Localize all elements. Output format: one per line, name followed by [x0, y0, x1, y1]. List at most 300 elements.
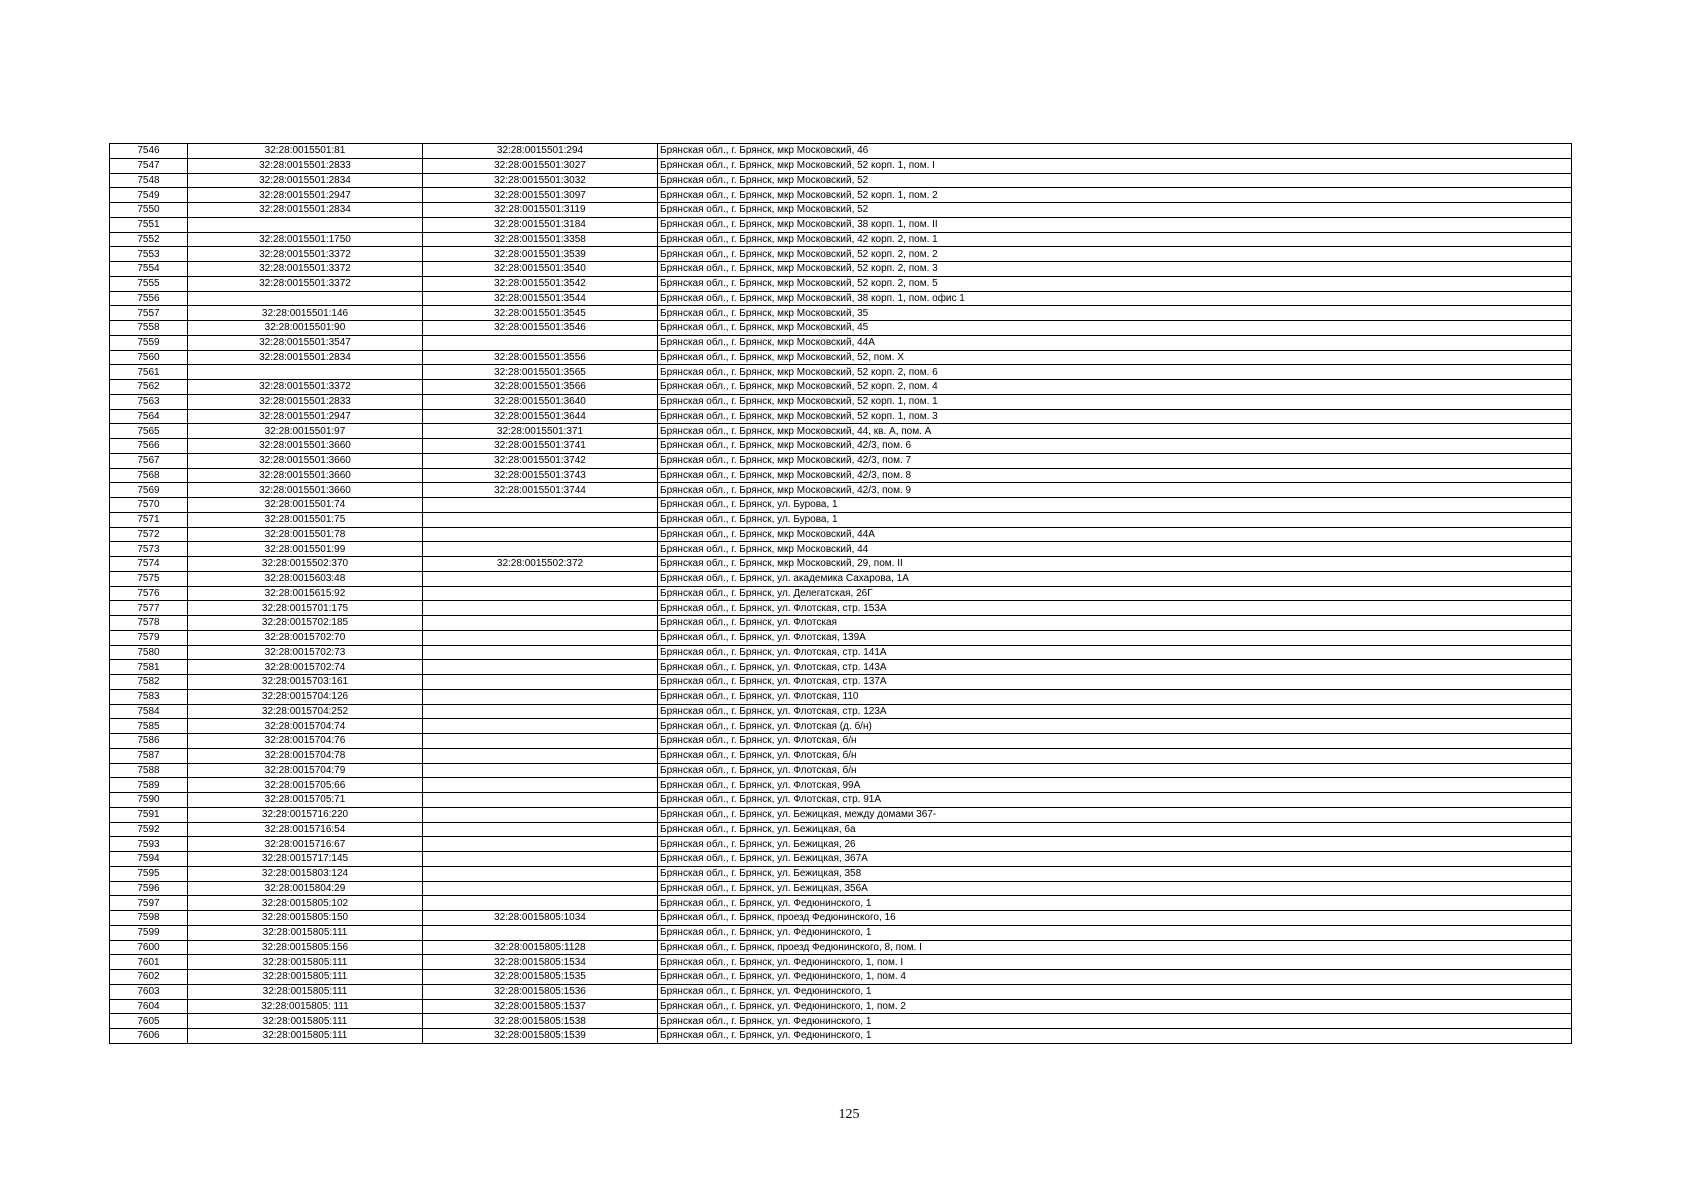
address-cell: Брянская обл., г. Брянск, мкр Московский, 44А	[658, 335, 1572, 350]
address-cell: Брянская обл., г. Брянск, ул. Флотская, 99А	[658, 778, 1572, 793]
table-row	[110, 276, 1572, 291]
table-row	[110, 630, 1572, 645]
table-row	[110, 689, 1572, 704]
address-cell: Брянская обл., г. Брянск, проезд Федюнинского, 16	[658, 911, 1572, 926]
table-row	[110, 807, 1572, 822]
address-cell: Брянская обл., г. Брянск, ул. Флотская, б/н	[658, 748, 1572, 763]
address-cell: Брянская обл., г. Брянск, ул. Федюнинского, 1	[658, 925, 1572, 940]
address-cell: Брянская обл., г. Брянск, ул. Бежицкая, 6а	[658, 822, 1572, 837]
land-parcel-number-cell: 32:28:0015805:111	[188, 955, 423, 970]
address-cell: Брянская обл., г. Брянск, мкр Московский, 52 корп. 2, пом. 4	[658, 380, 1572, 395]
row-number-cell: 7592	[110, 822, 188, 837]
object-number-cell	[423, 630, 658, 645]
object-number-cell	[423, 542, 658, 557]
row-number-cell: 7606	[110, 1029, 188, 1044]
address-cell: Брянская обл., г. Брянск, ул. Федюнинского, 1	[658, 984, 1572, 999]
row-number-cell: 7599	[110, 925, 188, 940]
address-cell: Брянская обл., г. Брянск, мкр Московский, 52 корп. 1, пом. 2	[658, 188, 1572, 203]
table-row	[110, 217, 1572, 232]
land-parcel-number-cell: 32:28:0015501:1750	[188, 232, 423, 247]
object-number-cell	[423, 748, 658, 763]
table-row	[110, 852, 1572, 867]
row-number-cell: 7581	[110, 660, 188, 675]
object-number-cell: 32:28:0015501:294	[423, 144, 658, 159]
address-cell: Брянская обл., г. Брянск, ул. Федюнинского, 1, пом. 4	[658, 970, 1572, 985]
table-row	[110, 144, 1572, 159]
row-number-cell: 7571	[110, 512, 188, 527]
address-cell: Брянская обл., г. Брянск, ул. Федюнинского, 1	[658, 1029, 1572, 1044]
table-row	[110, 424, 1572, 439]
row-number-cell: 7602	[110, 970, 188, 985]
object-number-cell	[423, 498, 658, 513]
table-row	[110, 512, 1572, 527]
address-cell: Брянская обл., г. Брянск, мкр Московский, 38 корп. 1, пом. II	[658, 217, 1572, 232]
table-row	[110, 734, 1572, 749]
address-cell: Брянская обл., г. Брянск, ул. Федюнинского, 1, пом. I	[658, 955, 1572, 970]
land-parcel-number-cell: 32:28:0015805:111	[188, 1014, 423, 1029]
address-cell: Брянская обл., г. Брянск, ул. Флотская, 139А	[658, 630, 1572, 645]
registry-table-body	[110, 144, 1572, 1044]
table-row	[110, 232, 1572, 247]
address-cell: Брянская обл., г. Брянск, мкр Московский, 52 корп. 2, пом. 2	[658, 247, 1572, 262]
table-row	[110, 586, 1572, 601]
object-number-cell	[423, 896, 658, 911]
object-number-cell	[423, 645, 658, 660]
object-number-cell	[423, 807, 658, 822]
table-row	[110, 822, 1572, 837]
table-row	[110, 453, 1572, 468]
land-parcel-number-cell: 32:28:0015705:71	[188, 793, 423, 808]
table-row	[110, 866, 1572, 881]
land-parcel-number-cell: 32:28:0015501:3372	[188, 262, 423, 277]
table-row	[110, 940, 1572, 955]
address-cell: Брянская обл., г. Брянск, мкр Московский, 52, пом. X	[658, 350, 1572, 365]
object-number-cell	[423, 866, 658, 881]
table-row	[110, 571, 1572, 586]
land-parcel-number-cell: 32:28:0015702:70	[188, 630, 423, 645]
object-number-cell	[423, 704, 658, 719]
land-parcel-number-cell: 32:28:0015501:3660	[188, 468, 423, 483]
table-row	[110, 394, 1572, 409]
object-number-cell	[423, 778, 658, 793]
land-parcel-number-cell: 32:28:0015702:185	[188, 616, 423, 631]
table-row	[110, 1014, 1572, 1029]
address-cell: Брянская обл., г. Брянск, мкр Московский, 44А	[658, 527, 1572, 542]
address-cell: Брянская обл., г. Брянск, ул. Федюнинского, 1	[658, 896, 1572, 911]
land-parcel-number-cell: 32:28:0015805:156	[188, 940, 423, 955]
object-number-cell	[423, 925, 658, 940]
table-row	[110, 911, 1572, 926]
object-number-cell: 32:28:0015805:1535	[423, 970, 658, 985]
object-number-cell	[423, 335, 658, 350]
table-row	[110, 262, 1572, 277]
land-parcel-number-cell: 32:28:0015501:3372	[188, 247, 423, 262]
land-parcel-number-cell: 32:28:0015501:3547	[188, 335, 423, 350]
table-row	[110, 999, 1572, 1014]
land-parcel-number-cell: 32:28:0015805:111	[188, 1029, 423, 1044]
object-number-cell	[423, 822, 658, 837]
address-cell: Брянская обл., г. Брянск, ул. Бежицкая, 356А	[658, 881, 1572, 896]
address-cell: Брянская обл., г. Брянск, ул. Бежицкая, 367А	[658, 852, 1572, 867]
table-row	[110, 660, 1572, 675]
object-number-cell: 32:28:0015501:371	[423, 424, 658, 439]
object-number-cell: 32:28:0015805:1128	[423, 940, 658, 955]
address-cell: Брянская обл., г. Брянск, ул. Флотская, стр. 153А	[658, 601, 1572, 616]
land-parcel-number-cell: 32:28:0015702:74	[188, 660, 423, 675]
land-parcel-number-cell: 32:28:0015501:3660	[188, 483, 423, 498]
object-number-cell	[423, 660, 658, 675]
address-cell: Брянская обл., г. Брянск, мкр Московский, 45	[658, 321, 1572, 336]
row-number-cell: 7586	[110, 734, 188, 749]
table-row	[110, 984, 1572, 999]
address-cell: Брянская обл., г. Брянск, ул. Флотская, стр. 141А	[658, 645, 1572, 660]
object-number-cell	[423, 616, 658, 631]
table-row	[110, 321, 1572, 336]
land-parcel-number-cell: 32:28:0015501:78	[188, 527, 423, 542]
land-parcel-number-cell: 32:28:0015603:48	[188, 571, 423, 586]
object-number-cell: 32:28:0015501:3545	[423, 306, 658, 321]
table-row	[110, 837, 1572, 852]
row-number-cell: 7582	[110, 675, 188, 690]
land-parcel-number-cell: 32:28:0015716:54	[188, 822, 423, 837]
land-parcel-number-cell: 32:28:0015805:111	[188, 925, 423, 940]
land-parcel-number-cell: 32:28:0015805: 111	[188, 999, 423, 1014]
object-number-cell: 32:28:0015501:3027	[423, 158, 658, 173]
row-number-cell: 7593	[110, 837, 188, 852]
row-number-cell: 7594	[110, 852, 188, 867]
address-cell: Брянская обл., г. Брянск, мкр Московский, 42/3, пом. 9	[658, 483, 1572, 498]
address-cell: Брянская обл., г. Брянск, мкр Московский, 52 корп. 2, пом. 3	[658, 262, 1572, 277]
land-parcel-number-cell: 32:28:0015501:90	[188, 321, 423, 336]
land-parcel-number-cell: 32:28:0015703:161	[188, 675, 423, 690]
table-row	[110, 557, 1572, 572]
object-number-cell	[423, 837, 658, 852]
table-row	[110, 350, 1572, 365]
land-parcel-number-cell: 32:28:0015501:81	[188, 144, 423, 159]
row-number-cell: 7564	[110, 409, 188, 424]
row-number-cell: 7546	[110, 144, 188, 159]
row-number-cell: 7584	[110, 704, 188, 719]
row-number-cell: 7578	[110, 616, 188, 631]
row-number-cell: 7596	[110, 881, 188, 896]
row-number-cell: 7573	[110, 542, 188, 557]
address-cell: Брянская обл., г. Брянск, ул. Флотская, 110	[658, 689, 1572, 704]
row-number-cell: 7572	[110, 527, 188, 542]
row-number-cell: 7548	[110, 173, 188, 188]
table-row	[110, 291, 1572, 306]
row-number-cell: 7558	[110, 321, 188, 336]
land-parcel-number-cell: 32:28:0015501:146	[188, 306, 423, 321]
address-cell: Брянская обл., г. Брянск, мкр Московский, 52 корп. 1, пом. I	[658, 158, 1572, 173]
row-number-cell: 7580	[110, 645, 188, 660]
land-parcel-number-cell: 32:28:0015501:75	[188, 512, 423, 527]
table-row	[110, 763, 1572, 778]
row-number-cell: 7600	[110, 940, 188, 955]
object-number-cell: 32:28:0015501:3184	[423, 217, 658, 232]
land-parcel-number-cell: 32:28:0015704:74	[188, 719, 423, 734]
object-number-cell	[423, 512, 658, 527]
row-number-cell: 7559	[110, 335, 188, 350]
row-number-cell: 7549	[110, 188, 188, 203]
address-cell: Брянская обл., г. Брянск, ул. Флотская, стр. 91А	[658, 793, 1572, 808]
object-number-cell: 32:28:0015501:3741	[423, 439, 658, 454]
land-parcel-number-cell: 32:28:0015501:3372	[188, 276, 423, 291]
address-cell: Брянская обл., г. Брянск, ул. Флотская, стр. 143А	[658, 660, 1572, 675]
table-row	[110, 203, 1572, 218]
address-cell: Брянская обл., г. Брянск, ул. Бежицкая, 26	[658, 837, 1572, 852]
row-number-cell: 7598	[110, 911, 188, 926]
row-number-cell: 7583	[110, 689, 188, 704]
row-number-cell: 7595	[110, 866, 188, 881]
row-number-cell: 7588	[110, 763, 188, 778]
page-number: 125	[838, 1107, 860, 1122]
object-number-cell: 32:28:0015501:3644	[423, 409, 658, 424]
table-row	[110, 704, 1572, 719]
address-cell: Брянская обл., г. Брянск, проезд Федюнинского, 8, пом. I	[658, 940, 1572, 955]
table-row	[110, 955, 1572, 970]
object-number-cell: 32:28:0015501:3743	[423, 468, 658, 483]
object-number-cell: 32:28:0015501:3542	[423, 276, 658, 291]
object-number-cell: 32:28:0015501:3546	[423, 321, 658, 336]
address-cell: Брянская обл., г. Брянск, мкр Московский, 42 корп. 2, пом. 1	[658, 232, 1572, 247]
table-row	[110, 335, 1572, 350]
land-parcel-number-cell: 32:28:0015704:76	[188, 734, 423, 749]
table-row	[110, 1029, 1572, 1044]
table-row	[110, 188, 1572, 203]
object-number-cell: 32:28:0015805:1034	[423, 911, 658, 926]
object-number-cell	[423, 675, 658, 690]
land-parcel-number-cell: 32:28:0015501:99	[188, 542, 423, 557]
object-number-cell	[423, 689, 658, 704]
row-number-cell: 7566	[110, 439, 188, 454]
row-number-cell: 7569	[110, 483, 188, 498]
table-row	[110, 306, 1572, 321]
land-parcel-number-cell: 32:28:0015805:111	[188, 970, 423, 985]
table-row	[110, 409, 1572, 424]
row-number-cell: 7565	[110, 424, 188, 439]
address-cell: Брянская обл., г. Брянск, мкр Московский, 44, кв. А, пом. А	[658, 424, 1572, 439]
land-parcel-number-cell: 32:28:0015501:2947	[188, 188, 423, 203]
address-cell: Брянская обл., г. Брянск, ул. Бежицкая, 358	[658, 866, 1572, 881]
row-number-cell: 7585	[110, 719, 188, 734]
row-number-cell: 7553	[110, 247, 188, 262]
address-cell: Брянская обл., г. Брянск, мкр Московский, 42/3, пом. 7	[658, 453, 1572, 468]
row-number-cell: 7554	[110, 262, 188, 277]
address-cell: Брянская обл., г. Брянск, ул. Флотская, стр. 137А	[658, 675, 1572, 690]
table-row	[110, 247, 1572, 262]
row-number-cell: 7589	[110, 778, 188, 793]
object-number-cell	[423, 763, 658, 778]
address-cell: Брянская обл., г. Брянск, ул. Федюнинского, 1	[658, 1014, 1572, 1029]
row-number-cell: 7579	[110, 630, 188, 645]
row-number-cell: 7575	[110, 571, 188, 586]
row-number-cell: 7550	[110, 203, 188, 218]
registry-table	[109, 143, 1572, 1044]
row-number-cell: 7577	[110, 601, 188, 616]
row-number-cell: 7591	[110, 807, 188, 822]
address-cell: Брянская обл., г. Брянск, мкр Московский, 52	[658, 173, 1572, 188]
land-parcel-number-cell	[188, 291, 423, 306]
row-number-cell: 7563	[110, 394, 188, 409]
row-number-cell: 7597	[110, 896, 188, 911]
row-number-cell: 7562	[110, 380, 188, 395]
object-number-cell: 32:28:0015501:3566	[423, 380, 658, 395]
table-row	[110, 896, 1572, 911]
object-number-cell: 32:28:0015501:3119	[423, 203, 658, 218]
address-cell: Брянская обл., г. Брянск, мкр Московский, 29, пом. II	[658, 557, 1572, 572]
land-parcel-number-cell: 32:28:0015501:2833	[188, 158, 423, 173]
object-number-cell: 32:28:0015501:3539	[423, 247, 658, 262]
table-row	[110, 925, 1572, 940]
object-number-cell: 32:28:0015501:3742	[423, 453, 658, 468]
address-cell: Брянская обл., г. Брянск, ул. Флотская, стр. 123А	[658, 704, 1572, 719]
row-number-cell: 7557	[110, 306, 188, 321]
land-parcel-number-cell: 32:28:0015805:150	[188, 911, 423, 926]
land-parcel-number-cell: 32:28:0015501:97	[188, 424, 423, 439]
address-cell: Брянская обл., г. Брянск, ул. Делегатская, 26Г	[658, 586, 1572, 601]
row-number-cell: 7551	[110, 217, 188, 232]
land-parcel-number-cell: 32:28:0015701:175	[188, 601, 423, 616]
row-number-cell: 7576	[110, 586, 188, 601]
table-row	[110, 616, 1572, 631]
land-parcel-number-cell: 32:28:0015805:111	[188, 984, 423, 999]
land-parcel-number-cell: 32:28:0015803:124	[188, 866, 423, 881]
address-cell: Брянская обл., г. Брянск, ул. Флотская (д. б/н)	[658, 719, 1572, 734]
land-parcel-number-cell: 32:28:0015501:2834	[188, 350, 423, 365]
land-parcel-number-cell: 32:28:0015502:370	[188, 557, 423, 572]
table-row	[110, 439, 1572, 454]
row-number-cell: 7574	[110, 557, 188, 572]
land-parcel-number-cell	[188, 365, 423, 380]
row-number-cell: 7547	[110, 158, 188, 173]
object-number-cell: 32:28:0015805:1534	[423, 955, 658, 970]
land-parcel-number-cell: 32:28:0015704:252	[188, 704, 423, 719]
land-parcel-number-cell: 32:28:0015501:74	[188, 498, 423, 513]
object-number-cell	[423, 586, 658, 601]
object-number-cell	[423, 571, 658, 586]
object-number-cell	[423, 734, 658, 749]
object-number-cell: 32:28:0015805:1539	[423, 1029, 658, 1044]
land-parcel-number-cell: 32:28:0015501:3660	[188, 453, 423, 468]
address-cell: Брянская обл., г. Брянск, ул. академика Сахарова, 1А	[658, 571, 1572, 586]
address-cell: Брянская обл., г. Брянск, ул. Флотская	[658, 616, 1572, 631]
object-number-cell: 32:28:0015501:3358	[423, 232, 658, 247]
row-number-cell: 7603	[110, 984, 188, 999]
row-number-cell: 7561	[110, 365, 188, 380]
address-cell: Брянская обл., г. Брянск, ул. Бежицкая, между домами 367-	[658, 807, 1572, 822]
row-number-cell: 7605	[110, 1014, 188, 1029]
land-parcel-number-cell: 32:28:0015501:2834	[188, 203, 423, 218]
land-parcel-number-cell: 32:28:0015704:79	[188, 763, 423, 778]
object-number-cell: 32:28:0015805:1538	[423, 1014, 658, 1029]
table-row	[110, 970, 1572, 985]
row-number-cell: 7601	[110, 955, 188, 970]
object-number-cell: 32:28:0015501:3565	[423, 365, 658, 380]
table-row	[110, 527, 1572, 542]
table-row	[110, 173, 1572, 188]
address-cell: Брянская обл., г. Брянск, мкр Московский, 52 корп. 1, пом. 3	[658, 409, 1572, 424]
address-cell: Брянская обл., г. Брянск, ул. Флотская, б/н	[658, 734, 1572, 749]
table-row	[110, 601, 1572, 616]
object-number-cell: 32:28:0015501:3097	[423, 188, 658, 203]
row-number-cell: 7590	[110, 793, 188, 808]
table-row	[110, 645, 1572, 660]
land-parcel-number-cell: 32:28:0015501:2947	[188, 409, 423, 424]
object-number-cell: 32:28:0015502:372	[423, 557, 658, 572]
land-parcel-number-cell: 32:28:0015705:66	[188, 778, 423, 793]
land-parcel-number-cell: 32:28:0015716:220	[188, 807, 423, 822]
address-cell: Брянская обл., г. Брянск, мкр Московский, 52	[658, 203, 1572, 218]
table-row	[110, 542, 1572, 557]
table-row	[110, 778, 1572, 793]
address-cell: Брянская обл., г. Брянск, мкр Московский, 46	[658, 144, 1572, 159]
land-parcel-number-cell: 32:28:0015716:67	[188, 837, 423, 852]
table-row	[110, 158, 1572, 173]
table-row	[110, 719, 1572, 734]
land-parcel-number-cell: 32:28:0015805:102	[188, 896, 423, 911]
object-number-cell: 32:28:0015501:3544	[423, 291, 658, 306]
address-cell: Брянская обл., г. Брянск, мкр Московский, 52 корп. 2, пом. 6	[658, 365, 1572, 380]
land-parcel-number-cell: 32:28:0015501:2833	[188, 394, 423, 409]
row-number-cell: 7587	[110, 748, 188, 763]
row-number-cell: 7570	[110, 498, 188, 513]
address-cell: Брянская обл., г. Брянск, ул. Бурова, 1	[658, 512, 1572, 527]
table-row	[110, 881, 1572, 896]
table-row	[110, 365, 1572, 380]
object-number-cell	[423, 601, 658, 616]
address-cell: Брянская обл., г. Брянск, мкр Московский, 42/3, пом. 8	[658, 468, 1572, 483]
object-number-cell	[423, 527, 658, 542]
row-number-cell: 7555	[110, 276, 188, 291]
table-row	[110, 380, 1572, 395]
land-parcel-number-cell: 32:28:0015702:73	[188, 645, 423, 660]
land-parcel-number-cell	[188, 217, 423, 232]
row-number-cell: 7568	[110, 468, 188, 483]
address-cell: Брянская обл., г. Брянск, мкр Московский, 42/3, пом. 6	[658, 439, 1572, 454]
object-number-cell: 32:28:0015501:3744	[423, 483, 658, 498]
object-number-cell	[423, 881, 658, 896]
table-row	[110, 498, 1572, 513]
object-number-cell: 32:28:0015501:3032	[423, 173, 658, 188]
address-cell: Брянская обл., г. Брянск, мкр Московский, 52 корп. 1, пом. 1	[658, 394, 1572, 409]
object-number-cell: 32:28:0015501:3640	[423, 394, 658, 409]
object-number-cell: 32:28:0015501:3556	[423, 350, 658, 365]
object-number-cell: 32:28:0015805:1536	[423, 984, 658, 999]
land-parcel-number-cell: 32:28:0015501:3372	[188, 380, 423, 395]
table-row	[110, 793, 1572, 808]
address-cell: Брянская обл., г. Брянск, ул. Федюнинского, 1, пом. 2	[658, 999, 1572, 1014]
address-cell: Брянская обл., г. Брянск, мкр Московский, 52 корп. 2, пом. 5	[658, 276, 1572, 291]
land-parcel-number-cell: 32:28:0015804:29	[188, 881, 423, 896]
row-number-cell: 7556	[110, 291, 188, 306]
address-cell: Брянская обл., г. Брянск, мкр Московский, 35	[658, 306, 1572, 321]
object-number-cell: 32:28:0015805:1537	[423, 999, 658, 1014]
address-cell: Брянская обл., г. Брянск, ул. Флотская, б/н	[658, 763, 1572, 778]
land-parcel-number-cell: 32:28:0015704:78	[188, 748, 423, 763]
address-cell: Брянская обл., г. Брянск, ул. Бурова, 1	[658, 498, 1572, 513]
object-number-cell	[423, 852, 658, 867]
address-cell: Брянская обл., г. Брянск, мкр Московский, 44	[658, 542, 1572, 557]
land-parcel-number-cell: 32:28:0015615:92	[188, 586, 423, 601]
table-row	[110, 468, 1572, 483]
land-parcel-number-cell: 32:28:0015501:2834	[188, 173, 423, 188]
object-number-cell	[423, 719, 658, 734]
table-row	[110, 748, 1572, 763]
object-number-cell	[423, 793, 658, 808]
land-parcel-number-cell: 32:28:0015704:126	[188, 689, 423, 704]
land-parcel-number-cell: 32:28:0015717:145	[188, 852, 423, 867]
table-row	[110, 483, 1572, 498]
